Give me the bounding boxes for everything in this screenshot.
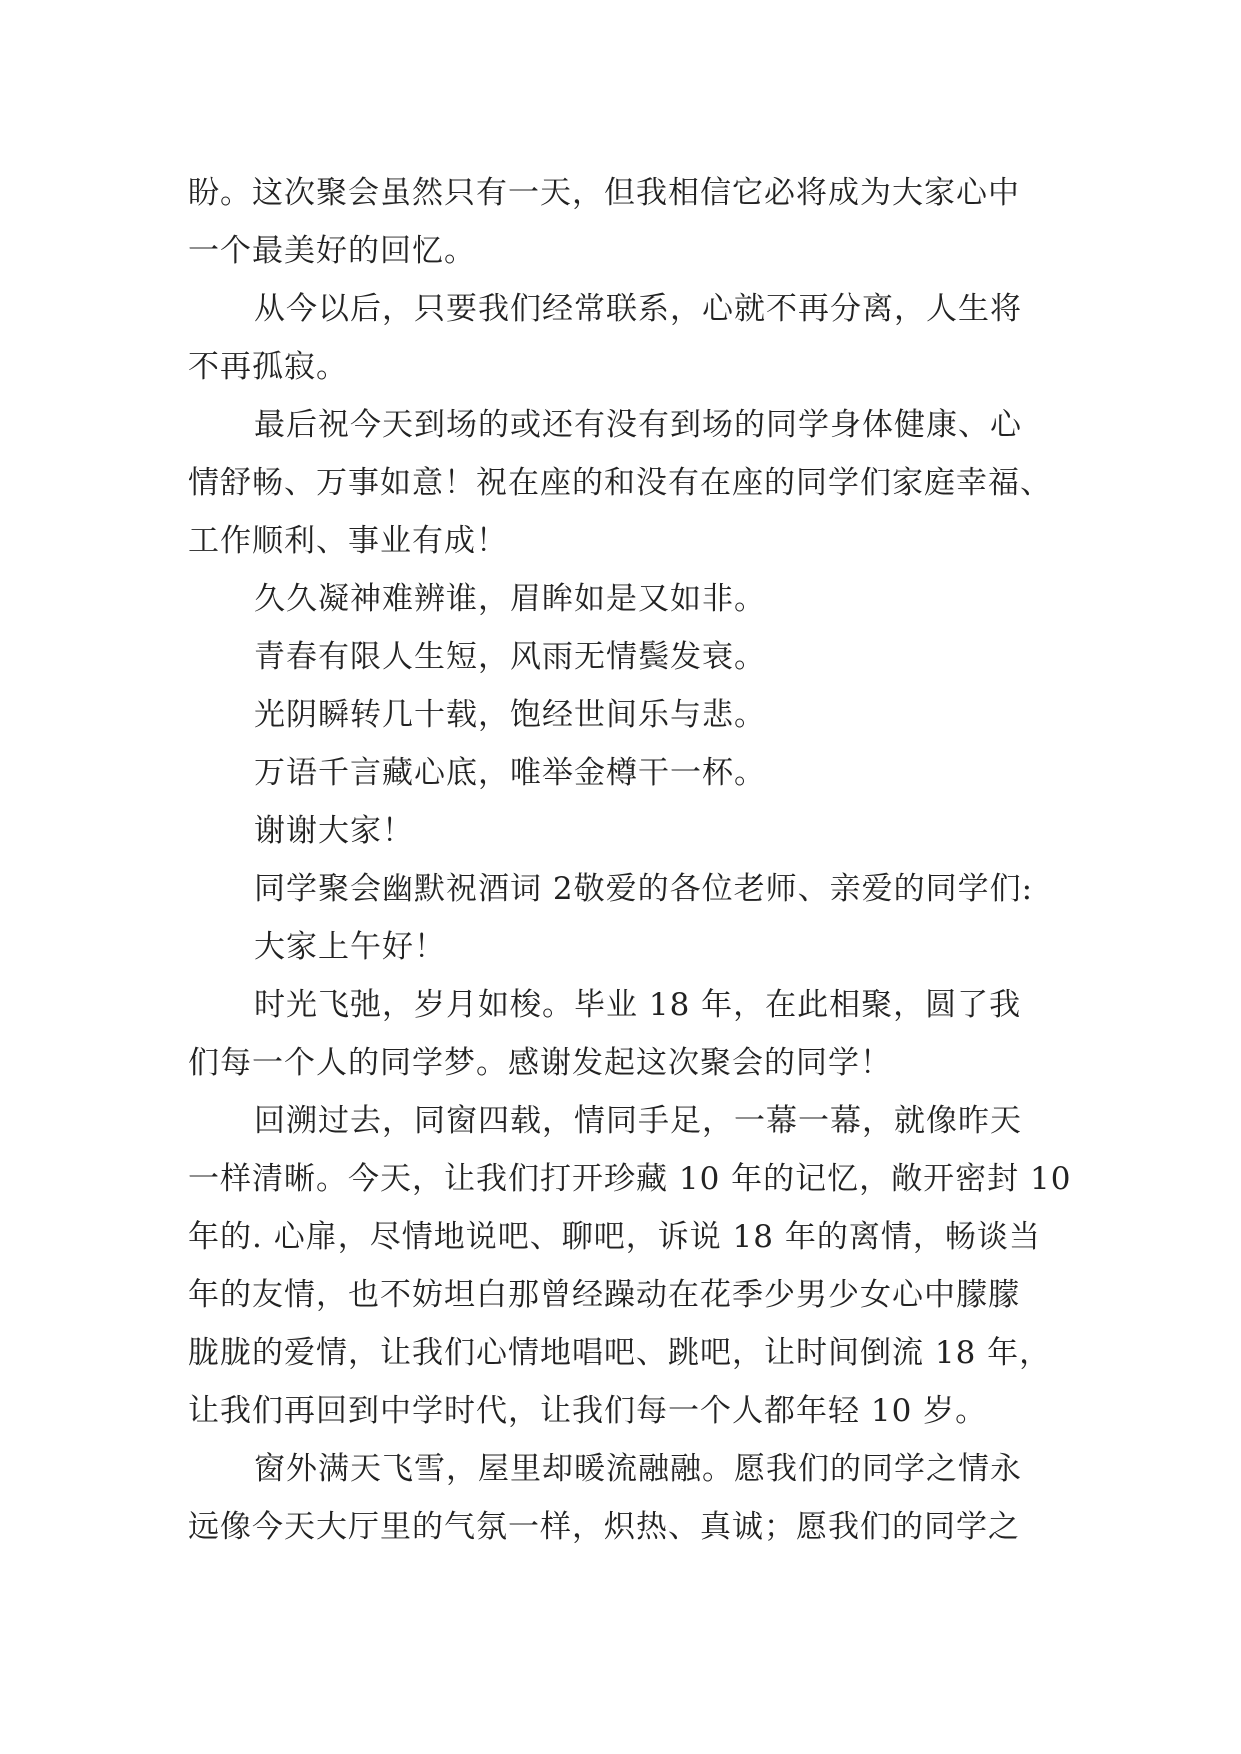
line-text: 久久凝神难辨谁，眉眸如是又如非。 — [254, 581, 766, 617]
line-text: 最后祝今天到场的或还有没有到场的同学身体健康、心 — [254, 407, 1022, 443]
text-line — [188, 860, 1056, 918]
text-line — [188, 628, 1056, 686]
line-text: 胧胧的爱情，让我们心情地唱吧、跳吧，让时间倒流 18 年， — [188, 1335, 1052, 1371]
text-line — [188, 396, 1056, 454]
line-text: 一样清晰。今天，让我们打开珍藏 10 年的记忆，敞开密封 10 — [188, 1161, 1072, 1197]
line-text: 不再孤寂。 — [188, 349, 348, 385]
text-line — [188, 1324, 1056, 1382]
text-line — [188, 1092, 1056, 1150]
text-line — [188, 1208, 1056, 1266]
line-text: 光阴瞬转几十载，饱经世间乐与悲。 — [254, 697, 766, 733]
line-text: 情舒畅、万事如意！祝在座的和没有在座的同学们家庭幸福、 — [188, 465, 1052, 501]
line-text: 年的. 心扉，尽情地说吧、聊吧，诉说 18 年的离情，畅谈当 — [188, 1219, 1041, 1255]
text-line — [188, 164, 1056, 222]
text-line — [188, 280, 1056, 338]
text-line — [188, 1266, 1056, 1324]
text-line — [188, 918, 1056, 976]
line-text: 远像今天大厅里的气氛一样，炽热、真诚；愿我们的同学之 — [188, 1509, 1020, 1545]
line-text: 同学聚会幽默祝酒词 2敬爱的各位老师、亲爱的同学们: — [254, 871, 1034, 907]
line-text: 万语千言藏心底，唯举金樽干一杯。 — [254, 755, 766, 791]
line-text: 一个最美好的回忆。 — [188, 233, 476, 269]
text-line — [188, 1498, 1056, 1556]
line-text: 青春有限人生短，风雨无情鬓发衰。 — [254, 639, 766, 675]
text-line — [188, 1150, 1072, 1208]
line-text: 让我们再回到中学时代，让我们每一个人都年轻 10 岁。 — [188, 1393, 988, 1429]
line-text: 年的友情，也不妨坦白那曾经躁动在花季少男少女心中朦朦 — [188, 1277, 1020, 1313]
text-line — [188, 1440, 1056, 1498]
line-text: 窗外满天飞雪，屋里却暖流融融。愿我们的同学之情永 — [254, 1451, 1022, 1487]
line-text: 盼。这次聚会虽然只有一天，但我相信它必将成为大家心中 — [188, 175, 1020, 211]
text-line — [188, 686, 1056, 744]
line-text: 时光飞弛，岁月如梭。毕业 18 年，在此相聚，圆了我 — [254, 987, 1022, 1023]
line-text: 谢谢大家！ — [254, 813, 414, 849]
line-text: 大家上午好！ — [254, 929, 446, 965]
line-text: 从今以后，只要我们经常联系，心就不再分离，人生将 — [254, 291, 1022, 327]
text-line — [188, 512, 1056, 570]
line-text: 回溯过去，同窗四载，情同手足，一幕一幕，就像昨天 — [254, 1103, 1022, 1139]
text-line — [188, 802, 1056, 860]
document-body — [188, 164, 1072, 1556]
text-line — [188, 338, 1056, 396]
text-line — [188, 1034, 1056, 1092]
text-line — [188, 976, 1056, 1034]
text-line — [188, 222, 1056, 280]
line-text: 工作顺利、事业有成！ — [188, 523, 508, 559]
text-line — [188, 744, 1056, 802]
text-line — [188, 454, 1056, 512]
text-line — [188, 1382, 1056, 1440]
line-text: 们每一个人的同学梦。感谢发起这次聚会的同学！ — [188, 1045, 892, 1081]
text-line — [188, 570, 1056, 628]
